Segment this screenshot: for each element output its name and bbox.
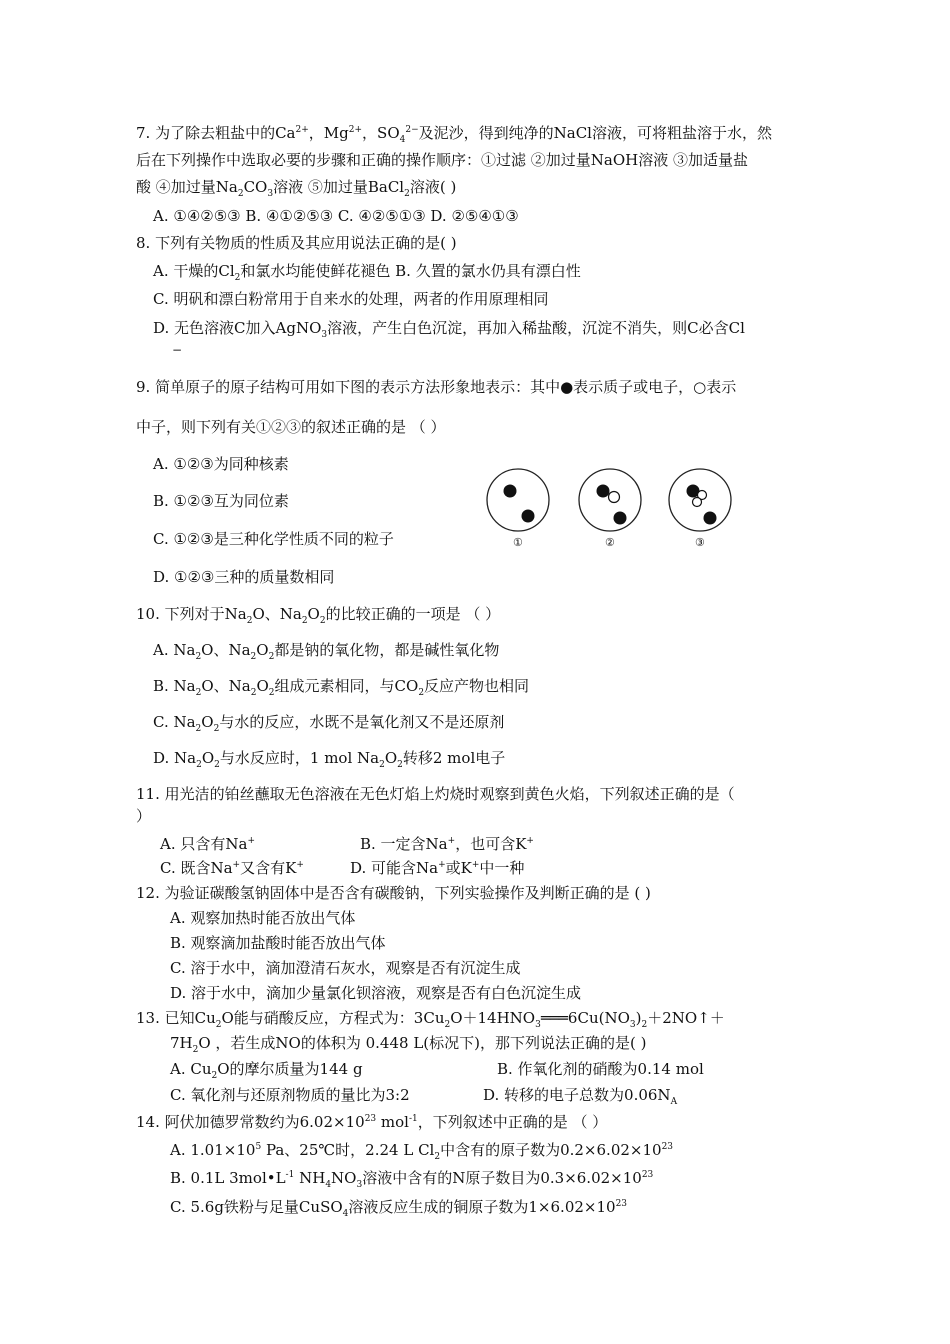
q9-stem-line1: 9. 简单原子的原子结构可用如下图的表示方法形象地表示：其中●表示质子或电子，○表示: [136, 378, 737, 396]
q14-stem: 14. 阿伏加德罗常数约为$6.02\times 10^{23}$ mol$^{-1}$，下列叙述中正确的是 （ ）: [136, 1113, 608, 1131]
q8-option-d: D. 无色溶液C加入AgNO$_3$溶液，产生白色沉淀，再加入稀盐酸，沉淀不消失，则C必含Cl: [153, 319, 745, 340]
q8-option-c: C. 明矾和漂白粉常用于自来水的处理，两者的作用原理相同: [153, 290, 549, 308]
q9-option-c: C. ①②③是三种化学性质不同的粒子: [153, 530, 394, 548]
atom-3-label: ③: [695, 536, 705, 549]
atom-3-neutron-2: [693, 498, 702, 507]
q13-option-d: D. 转移的电子总数为$0.06N_A$: [483, 1086, 678, 1107]
q11-stem: 11. 用光洁的铂丝蘸取无色溶液在无色灯焰上灼烧时观察到黄色火焰，下列叙述正确的是（: [136, 785, 735, 803]
q12-option-b: B. 观察滴加盐酸时能否放出气体: [170, 934, 386, 952]
q8-option-d-tail: −: [172, 343, 183, 357]
atom-1-electron: [522, 510, 535, 523]
q8-stem: 8. 下列有关物质的性质及其应用说法正确的是( ): [136, 234, 457, 252]
q9-option-b: B. ①②③互为同位素: [153, 492, 289, 510]
q10-option-a: A. $Na_2O$、$Na_2O_2$都是钠的氧化物，都是碱性氧化物: [153, 641, 500, 662]
q7-line2: 后在下列操作中选取必要的步骤和正确的操作顺序：①过滤 ②加过量NaOH溶液 ③加适量盐: [136, 151, 748, 169]
atom-1-label: ①: [513, 536, 523, 549]
q10-option-c: C. $Na_2O_2$与水的反应，水既不是氧化剂又不是还原剂: [153, 713, 505, 734]
q11-option-c: C. 既含Na+又含有K+: [160, 859, 304, 877]
q10-option-d: D. $Na_2O_2$与水反应时，1 mol $Na_2O_2$转移2 mol电子: [153, 749, 506, 770]
q9-option-d: D. ①②③三种的质量数相同: [153, 568, 335, 586]
q10-option-b: B. $Na_2O$、$Na_2O_2$组成元素相同，与$CO_2$反应产物也相同: [153, 677, 530, 698]
q13-option-c: C. 氧化剂与还原剂物质的量比为3:2: [170, 1086, 410, 1104]
q12-option-d: D. 溶于水中，滴加少量氯化钡溶液，观察是否有白色沉淀生成: [170, 984, 582, 1002]
q13-option-b: B. 作氧化剂的硝酸为0.14 mol: [497, 1060, 704, 1078]
atom-1-orbit: [487, 469, 549, 531]
atom-3-electron: [704, 512, 717, 525]
q9-stem-line2: 中子，则下列有关①②③的叙述正确的是 （ ）: [136, 418, 446, 436]
q12-stem: 12. 为验证碳酸氢钠固体中是否含有碳酸钠，下列实验操作及判断正确的是 ( ): [136, 884, 651, 902]
q14-option-b: B. 0.1L $3mol•L^{-1}$ $NH_4NO_3$溶液中含有的N原子数目为$0.3\times 6.02\times 10^{23}$: [170, 1169, 654, 1190]
q13-stem-line1: 13. 已知$Cu_2O$能与硝酸反应，方程式为：$3Cu_2O+14HNO_3═══6Cu(NO_3)_2+2NO↑+$: [136, 1009, 725, 1030]
atom-1-proton: [504, 485, 517, 498]
q11-stem-close: ）: [136, 807, 152, 825]
q7-line3: 酸 ④加过量$Na_2CO_3$溶液 ⑤加过量BaCl$_2$溶液( ): [136, 178, 457, 199]
atom-2-proton: [597, 485, 610, 498]
atom-2-label: ②: [605, 536, 615, 549]
q7-line1: 7. 为了除去粗盐中的$Ca^{2+}$，$Mg^{2+}$，$SO_4^{2-}$及泥沙，得到纯净的NaCl溶液，可将粗盐溶于水，然: [136, 124, 772, 145]
q13-stem-line2: $7H_2O$ ，若生成NO的体积为 0.448 L(标况下)，那下列说法正确的是( ): [170, 1034, 647, 1055]
q10-stem: 10. 下列对于$Na_2O$、$Na_2O_2$的比较正确的一项是 （ ）: [136, 605, 501, 626]
atom-diagram-svg: [480, 466, 750, 536]
q12-option-a: A. 观察加热时能否放出气体: [170, 909, 356, 927]
q12-option-c: C. 溶于水中，滴加澄清石灰水，观察是否有沉淀生成: [170, 959, 521, 977]
q8-option-a-b: A. 干燥的$Cl_2$和氯水均能使鲜花褪色 B. 久置的氯水仍具有漂白性: [153, 262, 581, 283]
q14-option-a: A. $1.01\times 10^5$ Pa、25℃时，2.24 L $Cl_2$中含有的原子数为$0.2\times 6.02\times 10^{23}$: [170, 1141, 674, 1162]
atom-1: [487, 469, 549, 531]
atom-3: [669, 469, 731, 531]
q14-option-c: C. 5.6g铁粉与足量CuSO$_4$溶液反应生成的铜原子数为$1\times 6.02\times 10^{23}$: [170, 1198, 628, 1219]
atom-diagram: [480, 466, 750, 556]
atom-2-electron: [614, 512, 627, 525]
q11-option-a: A. 只含有Na+: [160, 835, 255, 853]
q13-option-a: A. $Cu_2O$的摩尔质量为144 g: [170, 1060, 363, 1081]
q11-option-d: D. 可能含Na+或K+中一种: [350, 859, 525, 877]
q9-option-a: A. ①②③为同种核素: [153, 455, 289, 473]
q11-option-b: B. 一定含Na+，也可含K+: [360, 835, 534, 853]
q7-options: A. ①④②⑤③ B. ④①②⑤③ C. ④②⑤①③ D. ②⑤④①③: [153, 207, 519, 225]
atom-2-neutron: [609, 492, 620, 503]
atom-2: [579, 469, 641, 531]
